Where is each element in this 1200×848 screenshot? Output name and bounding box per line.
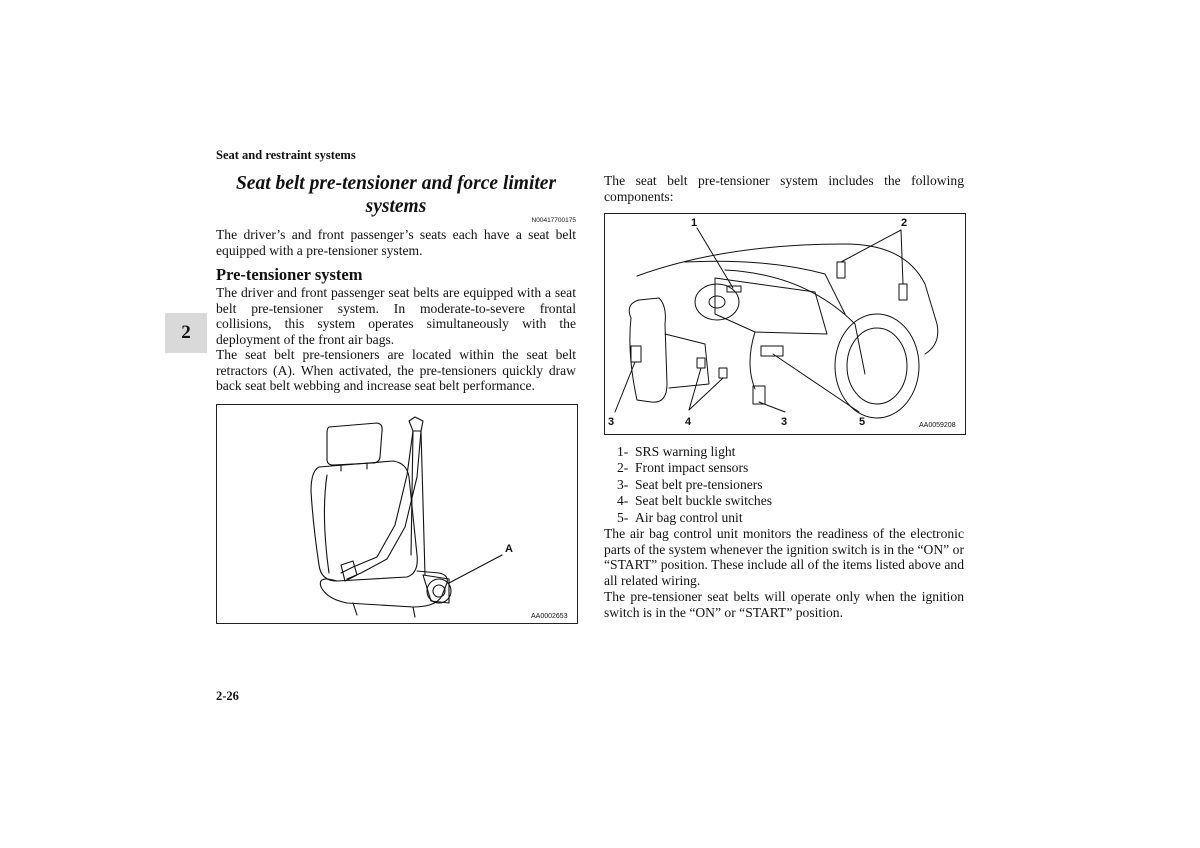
list-item bbox=[617, 460, 957, 476]
components-figure bbox=[604, 213, 966, 435]
components-list bbox=[617, 444, 957, 526]
label-a: A bbox=[505, 543, 513, 555]
section-header: Seat and restraint systems bbox=[216, 148, 356, 162]
seat-belt-figure bbox=[216, 404, 578, 624]
list-item-number: 1- bbox=[617, 444, 629, 459]
pretensioner-paragraph-1: The driver and front passenger seat belts are equipped with a seat belt pre-tensioner system. In moderate-to-severe frontal collisions, this system operates simultaneously with the deployment of the front air bags. bbox=[216, 285, 576, 347]
seat-belt-illustration bbox=[217, 405, 577, 623]
figure-code: AA0059208 bbox=[919, 422, 956, 429]
page-number: 2-26 bbox=[216, 689, 239, 703]
list-item bbox=[617, 493, 957, 509]
list-item-label: Front impact sensors bbox=[635, 460, 749, 476]
list-item-label: Seat belt buckle switches bbox=[635, 493, 773, 509]
components-intro: The seat belt pre-tensioner system includes the following components: bbox=[604, 173, 964, 204]
figure-code: AA0002653 bbox=[531, 613, 568, 620]
figure-label-2: 2 bbox=[901, 217, 908, 229]
chapter-number: 2 bbox=[181, 322, 191, 343]
document-code: N00417700175 bbox=[531, 217, 576, 224]
list-item-label: SRS warning light bbox=[635, 444, 736, 459]
chapter-tab bbox=[165, 313, 207, 353]
figure-label-3-right: 3 bbox=[781, 416, 788, 428]
list-item-number: 2- bbox=[617, 460, 629, 476]
list-item-number: 5- bbox=[617, 509, 629, 525]
page-title: Seat belt pre-tensioner and force limiter systems bbox=[235, 173, 557, 217]
list-item bbox=[617, 477, 957, 493]
list-item-number: 4- bbox=[617, 493, 629, 509]
list-item-number: 3- bbox=[617, 476, 629, 492]
list-item bbox=[617, 444, 957, 460]
ignition-paragraph: The pre-tensioner seat belts will operate only when the ignition switch is in the “ON” or “START” position. bbox=[604, 589, 964, 620]
list-item-label: Seat belt pre-tensioners bbox=[635, 476, 763, 492]
list-item bbox=[617, 510, 957, 526]
figure-label-3-left: 3 bbox=[608, 416, 615, 428]
subheading: Pre-tensioner system bbox=[216, 265, 363, 284]
pretensioner-paragraph-2: The seat belt pre-tensioners are located within the seat belt retractors (A). When activated, the pre-tensioners quickly draw back seat belt webbing and increase seat belt performance. bbox=[216, 347, 576, 394]
figure-label-4: 4 bbox=[685, 416, 692, 428]
list-item-label: Air bag control unit bbox=[635, 509, 743, 525]
figure-label-1: 1 bbox=[691, 217, 698, 229]
car-components-illustration bbox=[605, 214, 965, 434]
intro-paragraph: The driver’s and front passenger’s seats each have a seat belt equipped with a pre-tensioner system. bbox=[216, 227, 576, 258]
control-unit-paragraph: The air bag control unit monitors the readiness of the electronic parts of the system whenever the ignition switch is in the “ON” or “START” position. These include all of the items listed above and all related wiring. bbox=[604, 526, 964, 588]
figure-label-5: 5 bbox=[859, 416, 866, 428]
